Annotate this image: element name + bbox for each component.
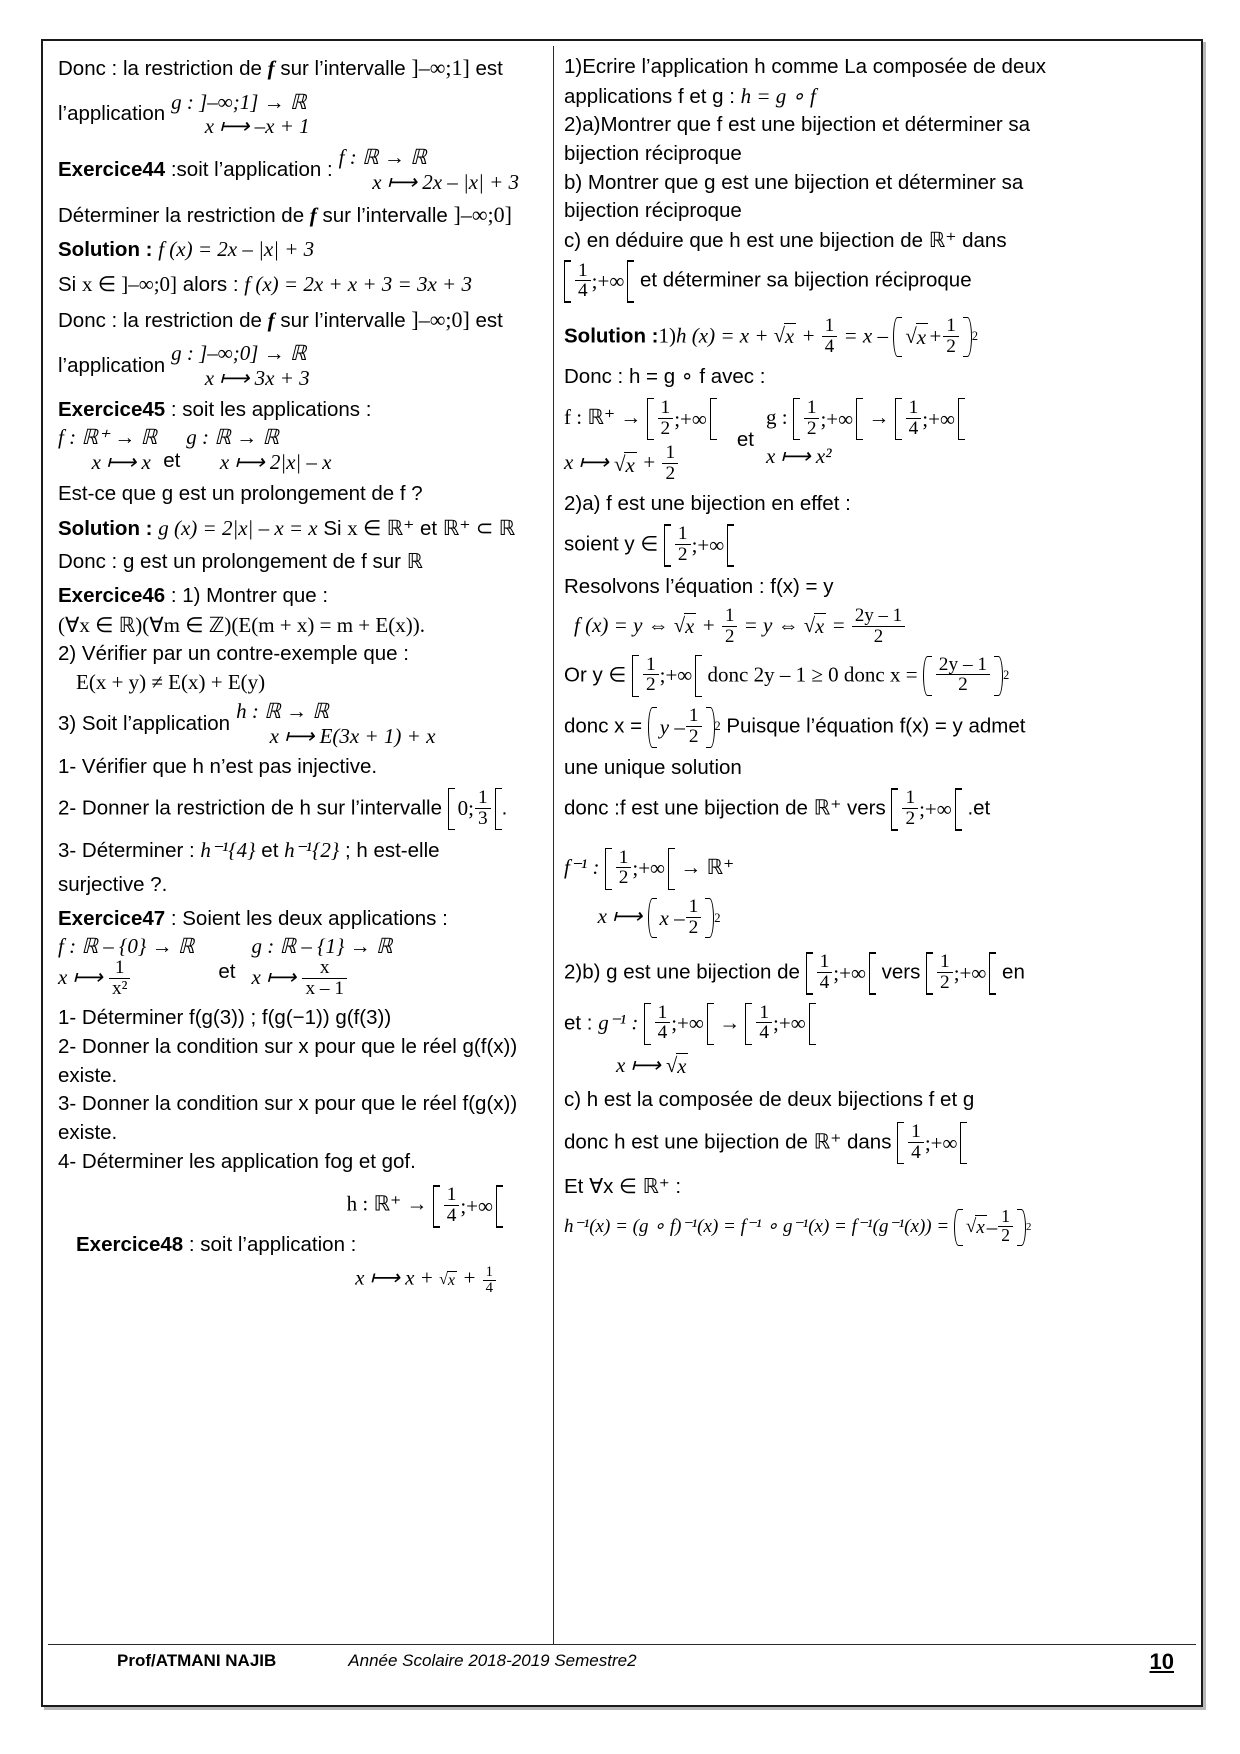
- set-r-plus: ℝ⁺: [928, 227, 957, 252]
- radicand: x: [676, 1053, 688, 1081]
- formula: h (x) = x +: [676, 323, 774, 348]
- interval-upper: ;+∞: [773, 1011, 806, 1036]
- interval-upper: ;+∞: [922, 406, 955, 431]
- text: =: [826, 613, 851, 638]
- interval-quarter-infty: [745, 1003, 815, 1045]
- text: +: [928, 324, 943, 349]
- right-g-inverse-rule: x ⟼ √ x: [564, 1052, 1183, 1080]
- numerator: 2y – 1: [938, 653, 988, 675]
- numerator: 1: [657, 1001, 668, 1023]
- denominator: 4: [756, 1022, 772, 1043]
- arrow-codomain: → ℝ⁺: [675, 854, 735, 879]
- condition: x ∈ ]–∞;0]: [81, 271, 178, 296]
- exercice48-header: [58, 1232, 543, 1259]
- application-g: [766, 398, 965, 469]
- text: 1): [658, 323, 677, 348]
- formula: g (x) = 2|x| – x = x: [158, 515, 318, 540]
- right-donc-x-line: [564, 707, 1183, 747]
- right-p2b: [564, 952, 1183, 994]
- exercice44-donc-line: [58, 306, 543, 335]
- numerator: 1: [724, 605, 735, 627]
- domain-codomain: f : ℝ – {0} → ℝ: [58, 934, 195, 959]
- exponent: 2: [714, 910, 721, 925]
- exercice48-codomain-line: [58, 1185, 543, 1227]
- text: : Soient les deux applications :: [165, 906, 448, 930]
- domain-codomain: g : ℝ – {1} → ℝ: [251, 934, 393, 959]
- interval-half-infty: [632, 655, 702, 697]
- squared-group: √ x + $\frac{1}{2}$ 2: [893, 317, 978, 357]
- denominator: 4: [444, 1205, 460, 1226]
- numerator: 1: [824, 315, 835, 337]
- exercice46-q1: 1- Vérifier que h n’est pas injective.: [58, 755, 378, 779]
- denominator: 2: [643, 674, 659, 695]
- maps-to: x ⟼: [58, 965, 108, 989]
- interval-upper: ;+∞: [671, 1011, 704, 1036]
- exercice47-header: [58, 906, 543, 933]
- formula: x –: [659, 905, 685, 930]
- domain-codomain: g : ]–∞;0] → ℝ: [171, 341, 307, 366]
- squared-group: [648, 895, 721, 938]
- denominator: 4: [822, 336, 837, 356]
- f-symbol: f: [309, 202, 317, 227]
- text: donc 2y – 1 ≥ 0 donc x =: [702, 662, 923, 687]
- text: .et: [961, 796, 991, 820]
- right-q2a: 2)a)Montrer que f est une bijection et déterminer sa: [564, 113, 1031, 137]
- mapping-rule: x ⟼ x²: [765, 444, 832, 469]
- text: +: [456, 1265, 482, 1290]
- right-equation-line: f (x) = y ⇔ √ x + $\frac{1}{2}$ = y ⇔ √ x = $\frac{2y - 1}{2}$: [564, 607, 1183, 646]
- text: dans: [956, 228, 1007, 252]
- interval-half-infty: [891, 788, 961, 830]
- condition: x ∈ ℝ⁺: [347, 515, 415, 540]
- mapping-rule: x ⟼ –x + 1: [204, 114, 310, 139]
- page-frame: [41, 39, 1203, 1707]
- numerator: 1: [911, 1121, 921, 1143]
- denominator: 4: [575, 280, 591, 301]
- exercice-title: Exercice48: [76, 1232, 184, 1256]
- text: = x –: [838, 323, 894, 348]
- interval: ]–∞;0]: [411, 306, 470, 332]
- mapping-rule: x ⟼ 3x + 3: [204, 366, 310, 391]
- exercice46-line3: E(x + y) ≠ E(x) + E(y): [76, 670, 266, 695]
- denominator: 2: [804, 418, 820, 439]
- exercice47-q2-cont: existe.: [58, 1063, 118, 1087]
- exercice44-solution: [58, 236, 543, 264]
- inclusion: ℝ⁺ ⊂ ℝ: [442, 515, 516, 540]
- conjunction-et: et: [736, 427, 754, 451]
- text: : soit l’application :: [183, 1232, 357, 1256]
- radicand: x: [784, 323, 796, 351]
- denominator: x – 1: [302, 978, 347, 999]
- numerator: 1: [677, 523, 688, 545]
- interval-upper: ;+∞: [924, 1130, 958, 1155]
- right-soient: [564, 524, 1183, 566]
- application-label: l’application: [58, 102, 166, 126]
- interval-upper: ;+∞: [591, 269, 625, 294]
- g-label: g :: [765, 404, 793, 429]
- mapping-rule: x ⟼ x: [91, 450, 151, 475]
- numerator: 1: [819, 951, 830, 973]
- right-pc-donc: [564, 1122, 1183, 1164]
- f-symbol: f: [267, 307, 275, 332]
- text: Donc : h = g ∘ f avec :: [564, 365, 766, 389]
- numerator: 1: [806, 396, 817, 418]
- application-label: l’application: [58, 354, 166, 378]
- text: applications f et g :: [564, 84, 741, 108]
- mapping-rule: x ⟼ 2|x| – x: [219, 450, 332, 475]
- text: 2)b) g est une bijection de: [564, 960, 806, 984]
- text: donc x =: [564, 714, 648, 738]
- footer-author: Prof/ATMANI NAJIB: [117, 1651, 277, 1670]
- numerator: 1: [578, 259, 588, 281]
- intro-donc-line: [58, 54, 543, 83]
- numerator: 1: [940, 951, 950, 973]
- right-q1b: [564, 83, 1183, 111]
- radicand: x: [684, 613, 696, 641]
- interval-quarter-infty: [564, 260, 634, 302]
- text: +: [636, 450, 662, 475]
- application-g: [252, 934, 393, 999]
- domain-codomain: g : ℝ → ℝ: [186, 425, 280, 450]
- right-fg-definitions: [564, 398, 1183, 485]
- denominator: 4: [906, 418, 922, 439]
- squared-group: √ x – $\frac{1}{2}$ 2: [954, 1209, 1032, 1246]
- text: Puisque l’équation f(x) = y admet: [720, 714, 1026, 738]
- f-symbol: f: [267, 56, 275, 80]
- exercice45-donc: Donc : g est un prolongement de f sur ℝ: [58, 550, 423, 574]
- numerator: 1: [688, 895, 699, 917]
- text: et: [414, 516, 443, 540]
- denominator: x²: [109, 978, 130, 999]
- denominator: 2: [902, 808, 918, 829]
- exercice46-q3: [58, 837, 543, 865]
- interval-lower: 0;: [457, 796, 475, 821]
- text: –: [986, 1214, 998, 1239]
- text: Déterminer la restriction de: [58, 203, 310, 227]
- arrow: →: [863, 404, 895, 429]
- interval-upper: ;+∞: [674, 406, 707, 431]
- text: vers: [841, 796, 892, 820]
- text: sur l’intervalle: [274, 57, 412, 80]
- text: 2- Donner la restriction de h sur l’intervalle: [58, 796, 448, 820]
- interval-quarter-infty: [433, 1185, 503, 1227]
- right-solution-donc: [564, 364, 1183, 391]
- text: ; h est-elle: [339, 839, 440, 863]
- interval-quarter-infty: [806, 952, 876, 994]
- set-r-plus: ℝ⁺: [813, 1129, 842, 1154]
- exercice48-rule-line: x ⟼ x + √ x + $\frac{1}{4}$: [58, 1265, 543, 1296]
- text: vers: [875, 960, 927, 984]
- maps-to: x ⟼: [251, 965, 302, 989]
- interval-half-infty: [926, 952, 996, 994]
- right-q2b: b) Montrer que g est une bijection et déterminer sa: [564, 170, 1024, 194]
- exercice46-line2: 2) Vérifier par un contre-exemple que :: [58, 641, 409, 665]
- squared-group: [648, 707, 721, 747]
- denominator: 4: [483, 1280, 496, 1296]
- right-q1: 1)Ecrire l’application h comme La composée de deux: [564, 55, 1047, 78]
- exercice44-application-block: [58, 341, 543, 391]
- domain: f : ℝ⁺ →: [564, 404, 647, 429]
- denominator: 2: [936, 674, 990, 695]
- interval-upper: ;+∞: [953, 960, 987, 985]
- domain-codomain: f : ℝ⁺ → ℝ: [58, 425, 158, 450]
- two-column-body: [48, 46, 1196, 1644]
- exercice46-application-block: [58, 699, 543, 749]
- exponent: 2: [971, 329, 979, 344]
- text: Or y ∈: [564, 663, 632, 687]
- exercice46-line1: (∀x ∈ ℝ)(∀m ∈ ℤ)(E(m + x) = m + E(x)).: [58, 612, 425, 637]
- text: : 1) Montrer que :: [165, 583, 329, 607]
- text: sur l’intervalle: [274, 308, 412, 332]
- interval: ]–∞;1]: [411, 55, 470, 80]
- numerator: 1: [665, 442, 676, 464]
- g-inverse-label: g⁻¹ :: [598, 1010, 644, 1035]
- footer-page-number: 10: [1149, 1649, 1174, 1674]
- right-q2c-interval-line: [564, 260, 1183, 302]
- numerator: 1: [759, 1001, 770, 1023]
- squared-group: [923, 653, 1010, 696]
- right-pc: c) h est la composée de deux bijections f et g: [564, 1088, 975, 1112]
- intro-application-block: [58, 90, 543, 140]
- h-domain: h : ℝ⁺ →: [346, 1191, 433, 1216]
- exercice47-q1: 1- Déterminer f(g(3)) ; f(g(−1)) g(f(3)): [58, 1006, 392, 1030]
- numerator: 1: [645, 653, 656, 675]
- numerator: 1: [618, 846, 629, 868]
- numerator: 1: [485, 1263, 493, 1280]
- application-f: [58, 934, 194, 999]
- denominator: 2: [722, 626, 737, 646]
- exercice-title: Exercice44: [58, 157, 166, 181]
- formula: f (x) = 2x – |x| + 3: [158, 237, 315, 262]
- page-inner: [48, 46, 1196, 1700]
- interval-upper: ;+∞: [820, 406, 854, 431]
- denominator: 4: [908, 1142, 924, 1163]
- right-donc-bijection: [564, 788, 1183, 830]
- conjunction-et: et: [163, 448, 181, 472]
- interval-half-infty: [664, 524, 734, 566]
- formula: y –: [659, 714, 685, 739]
- exercice46-q2: [58, 788, 543, 830]
- denominator: 4: [817, 972, 833, 993]
- domain-codomain: h : ℝ → ℝ: [236, 698, 329, 723]
- exponent: 2: [1026, 1221, 1032, 1234]
- interval-upper: ;+∞: [691, 532, 725, 557]
- maps-to: x ⟼: [564, 450, 614, 475]
- formula: h⁻¹(x) = (g ∘ f)⁻¹(x) = f⁻¹ ∘ g⁻¹(x) = f⁻¹(g⁻¹(x)) =: [564, 1216, 954, 1238]
- numerator: 1: [688, 705, 699, 727]
- text: en: [996, 960, 1025, 984]
- interval-upper: ;+∞: [460, 1193, 493, 1218]
- right-resolvons: Resolvons l’équation : f(x) = y: [564, 574, 834, 598]
- text: +: [796, 323, 821, 348]
- text: soient y ∈: [564, 532, 664, 556]
- preimage-4: h⁻¹{4}: [200, 838, 256, 863]
- numerator: 1: [908, 396, 919, 418]
- f-inverse-label: f⁻¹ :: [564, 854, 605, 879]
- solution-label: Solution :: [58, 238, 153, 262]
- exercice47-applications: [58, 934, 543, 999]
- radicand: x: [447, 1272, 455, 1290]
- denominator: 2: [937, 972, 953, 993]
- exercice46-q3-cont: surjective ?.: [58, 872, 168, 896]
- denominator: 2: [943, 336, 959, 357]
- maps-to: x ⟼ x +: [355, 1265, 440, 1290]
- right-p2a: 2)a) f est une bijection en effet :: [564, 491, 851, 515]
- set-r-plus: ℝ⁺: [813, 795, 842, 820]
- application-definition: [171, 90, 310, 140]
- domain-codomain: f : ℝ → ℝ: [338, 145, 427, 170]
- application-h: [236, 699, 435, 749]
- text: .: [501, 796, 508, 820]
- exercice48-block: [58, 1185, 543, 1296]
- denominator: 2: [658, 418, 674, 439]
- formula: f (x) = 2x + x + 3 = 3x + 3: [244, 271, 472, 296]
- text: est: [469, 308, 503, 332]
- denominator: 2: [998, 1226, 1013, 1245]
- text: Si: [58, 272, 82, 296]
- exponent: 2: [714, 719, 721, 734]
- exponent: 2: [1003, 667, 1010, 682]
- radicand: x: [975, 1215, 986, 1241]
- text: +: [696, 613, 721, 638]
- application-definition: [171, 341, 310, 391]
- interval: ]–∞;0]: [453, 201, 512, 227]
- right-unique-solution: une unique solution: [564, 755, 742, 779]
- right-solution-line1: Solution :1)h (x) = x + √ x + $\frac{1}{4}$ = x – √ x + $\frac{1}{2}$ 2: [564, 314, 979, 357]
- solution-label: Solution :: [58, 516, 153, 540]
- text: Donc : la restriction de: [58, 308, 268, 332]
- denominator: 2: [675, 544, 691, 565]
- text: donc :f est une bijection de: [564, 796, 814, 820]
- exercice47-q3: 3- Donner la condition sur x pour que le réel f(g(x)): [58, 1092, 518, 1116]
- right-g-inverse-line: [564, 1003, 1183, 1045]
- application-label: 3) Soit l’application: [58, 711, 231, 735]
- right-or-line: [564, 655, 1183, 697]
- exercice-title: Exercice46: [58, 583, 166, 607]
- text: Si: [323, 516, 348, 540]
- interval-upper: ;+∞: [659, 663, 693, 688]
- denominator: 2: [616, 867, 632, 888]
- solution-label: Solution :: [564, 324, 659, 348]
- interval-quarter-infty: [897, 1122, 967, 1164]
- page-footer: [48, 1644, 1196, 1700]
- numerator: 1: [114, 957, 125, 979]
- exercice47-q2: 2- Donner la condition sur x pour que le réel g(f(x)): [58, 1035, 518, 1059]
- exercice44-question: [58, 201, 543, 230]
- radicand: x: [625, 452, 635, 477]
- denominator: 3: [475, 808, 491, 829]
- right-et-forall: Et ∀x ∈ ℝ⁺ :: [564, 1175, 682, 1199]
- arrow: →: [713, 1010, 746, 1035]
- text: sur l’intervalle: [316, 203, 454, 227]
- radicand: x: [916, 323, 928, 351]
- numerator: 1: [446, 1184, 457, 1206]
- right-q2a-cont: bijection réciproque: [564, 141, 742, 165]
- text: c) en déduire que h est une bijection de: [564, 228, 929, 252]
- numerator: 2y – 1: [854, 605, 903, 627]
- exercice46-header: [58, 583, 543, 610]
- application-f: [58, 425, 157, 475]
- interval-upper: ;+∞: [833, 960, 866, 985]
- radicand: x: [814, 613, 826, 641]
- denominator: 2: [686, 726, 702, 747]
- numerator: 1: [478, 786, 488, 808]
- maps-to: x ⟼: [616, 1053, 666, 1078]
- exercice44-si-line: [58, 271, 543, 299]
- interval-quarter-infty: [644, 1003, 714, 1045]
- numerator: 1: [1001, 1206, 1011, 1227]
- exercice45-header: [58, 397, 543, 424]
- composition-formula: h = g ∘ f: [740, 83, 816, 108]
- numerator: 1: [660, 396, 671, 418]
- text: Donc : la restriction de: [58, 57, 268, 80]
- right-h-inverse-formula: [564, 1206, 1183, 1246]
- exercice45-solution: [58, 515, 543, 543]
- interval-upper: ;+∞: [632, 856, 666, 881]
- left-column: [48, 46, 553, 1644]
- text: et déterminer sa bijection réciproque: [634, 269, 972, 293]
- text: alors :: [177, 272, 245, 296]
- denominator: 2: [662, 463, 678, 484]
- denominator: 2: [686, 917, 702, 938]
- numerator: 1: [946, 314, 956, 336]
- text: est: [469, 57, 503, 80]
- right-column: [553, 46, 1193, 1644]
- exercice47-q3-cont: existe.: [58, 1120, 118, 1144]
- right-q2b-cont: bijection réciproque: [564, 199, 742, 223]
- mapping-rule: x ⟼ 2x – |x| + 3: [372, 169, 520, 194]
- text: : soit les applications :: [165, 397, 372, 421]
- interval-upper: ;+∞: [919, 796, 952, 821]
- denominator: 2: [852, 626, 905, 646]
- text: donc h est une bijection de: [564, 1130, 814, 1154]
- application-f: f : ℝ⁺ → $\frac{1}{2}$ ;+∞ x ⟼ √ x + $\frac{1}{2}$: [564, 398, 717, 485]
- exercice45-question: Est-ce que g est un prolongement de f ?: [58, 481, 423, 505]
- footer-school-year: Année Scolaire 2018-2019 Semestre2: [348, 1651, 637, 1670]
- application-definition: [339, 145, 519, 195]
- text: et :: [564, 1011, 599, 1035]
- exercice-title: Exercice47: [58, 906, 166, 930]
- numerator: 1: [905, 787, 916, 809]
- application-f-inverse: [564, 848, 734, 939]
- mapping-rule: x ⟼ E(3x + 1) + x: [269, 723, 436, 748]
- interval-closed-open: [448, 788, 502, 830]
- maps-to: x ⟼: [597, 903, 648, 928]
- exercice44-header: [58, 145, 543, 195]
- text: = y ⇔: [738, 613, 804, 638]
- exercice47-q4: 4- Déterminer les application fog et gof.: [58, 1149, 416, 1173]
- text: 3- Déterminer :: [58, 839, 201, 863]
- conjunction-et: et: [218, 960, 236, 984]
- exercice-title: Exercice45: [58, 397, 166, 421]
- domain-codomain: g : ]–∞;1] → ℝ: [171, 89, 307, 114]
- text: :soit l’application :: [165, 157, 333, 181]
- application-g: [186, 425, 331, 475]
- exercice45-applications: [58, 425, 543, 475]
- right-q2c: [564, 227, 1183, 255]
- formula: f (x) = y ⇔: [574, 613, 674, 638]
- denominator: 4: [655, 1022, 671, 1043]
- preimage-2: h⁻¹{2}: [284, 838, 340, 863]
- text: dans: [841, 1130, 898, 1154]
- text: et: [255, 839, 285, 863]
- numerator: x: [319, 957, 330, 979]
